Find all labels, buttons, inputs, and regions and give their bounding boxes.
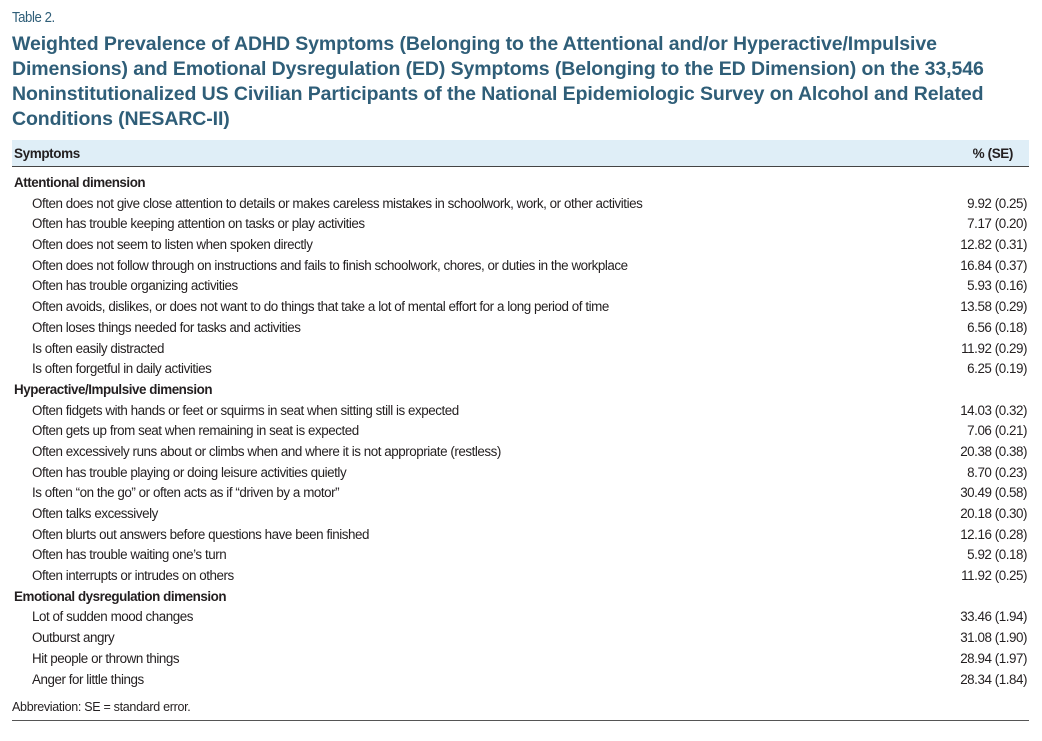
symptom-cell: Often has trouble keeping attention on tasks or play activities bbox=[32, 216, 365, 232]
section-title: Attentional dimension bbox=[14, 175, 146, 190]
symptom-cell: Lot of sudden mood changes bbox=[32, 609, 194, 625]
value-cell: 28.94 (1.97) bbox=[960, 650, 1027, 666]
table-row bbox=[12, 214, 1029, 235]
table-row bbox=[12, 566, 1029, 587]
table-title: Weighted Prevalence of ADHD Symptoms (Belonging to the Attentional and/or Hyperactive/Impulsive Dimensions) and Emotional Dysregulation (ED) Symptoms (Belonging to the ED Dimension) on the 33,546 Noninstitutionalized US Civilian Participants of the National Epidemiologic Survey on Alcohol and Related Conditions (NESARC-II) bbox=[12, 33, 984, 130]
value-cell: 7.17 (0.20) bbox=[967, 216, 1027, 232]
symptom-cell: Is often “on the go” or often acts as if “driven by a motor” bbox=[32, 485, 340, 501]
section-title: Emotional dysregulation dimension bbox=[14, 588, 227, 604]
symptom-cell: Is often easily distracted bbox=[32, 340, 164, 356]
value-cell: 28.34 (1.84) bbox=[960, 671, 1027, 687]
symptom-cell: Often gets up from seat when remaining in seat is expected bbox=[32, 423, 359, 439]
table-row bbox=[12, 504, 1029, 525]
section-header bbox=[12, 380, 1029, 401]
symptom-cell: Anger for little things bbox=[32, 671, 144, 687]
value-cell: 12.82 (0.31) bbox=[960, 237, 1027, 253]
table-row bbox=[12, 649, 1029, 670]
table-row bbox=[12, 670, 1029, 691]
value-cell: 20.38 (0.38) bbox=[960, 443, 1027, 459]
value-cell: 30.49 (0.58) bbox=[960, 485, 1027, 501]
symptom-cell: Often does not follow through on instructions and fails to finish schoolwork, chores, or duties in the workplace bbox=[32, 257, 628, 273]
table-row bbox=[12, 235, 1029, 256]
value-cell: 5.92 (0.18) bbox=[967, 547, 1027, 563]
value-cell: 13.58 (0.29) bbox=[960, 299, 1027, 315]
value-cell: 14.03 (0.32) bbox=[960, 402, 1027, 418]
table-row bbox=[12, 628, 1029, 649]
symptom-cell: Outburst angry bbox=[32, 630, 115, 646]
section-header bbox=[12, 173, 1029, 194]
symptom-cell: Often excessively runs about or climbs when and where it is not appropriate (restless) bbox=[32, 443, 501, 459]
table-row bbox=[12, 339, 1029, 360]
table-row bbox=[12, 483, 1029, 504]
table-body bbox=[12, 167, 1029, 690]
value-cell: 31.08 (1.90) bbox=[960, 630, 1027, 646]
symptom-cell: Often blurts out answers before questions have been finished bbox=[32, 526, 370, 542]
value-cell: 20.18 (0.30) bbox=[960, 506, 1027, 521]
value-cell: 9.92 (0.25) bbox=[967, 195, 1027, 211]
column-header-percent-se: % (SE) bbox=[972, 145, 1013, 161]
symptom-cell: Often talks excessively bbox=[32, 506, 158, 521]
table-row bbox=[12, 256, 1029, 277]
table-row bbox=[12, 607, 1029, 628]
symptom-cell: Often fidgets with hands or feet or squirms in seat when sitting still is expected bbox=[32, 402, 459, 418]
table-row bbox=[12, 442, 1029, 463]
column-header-symptoms: Symptoms bbox=[14, 145, 80, 161]
table-row bbox=[12, 421, 1029, 442]
table-label: Table 2. bbox=[12, 9, 55, 26]
value-cell: 5.93 (0.16) bbox=[967, 278, 1027, 294]
symptom-cell: Hit people or thrown things bbox=[32, 650, 180, 666]
value-cell: 12.16 (0.28) bbox=[960, 526, 1027, 542]
value-cell: 8.70 (0.23) bbox=[967, 464, 1027, 480]
symptom-cell: Often has trouble organizing activities bbox=[32, 278, 238, 294]
value-cell: 33.46 (1.94) bbox=[960, 609, 1027, 625]
table-row bbox=[12, 276, 1029, 297]
table-figure bbox=[12, 6, 1029, 721]
table-row bbox=[12, 545, 1029, 566]
symptom-cell: Often does not seem to listen when spoken directly bbox=[32, 237, 313, 253]
value-cell: 11.92 (0.25) bbox=[961, 568, 1027, 584]
symptom-cell: Often avoids, dislikes, or does not want to do things that take a lot of mental effort for a long period of time bbox=[32, 299, 609, 315]
section-header bbox=[12, 587, 1029, 608]
symptom-cell: Often interrupts or intrudes on others bbox=[32, 568, 234, 584]
value-cell: 7.06 (0.21) bbox=[967, 423, 1027, 439]
table-row bbox=[12, 401, 1029, 422]
table-row bbox=[12, 194, 1029, 215]
symptom-cell: Often has trouble playing or doing leisure activities quietly bbox=[32, 464, 347, 480]
table-row bbox=[12, 297, 1029, 318]
symptom-cell: Often does not give close attention to details or makes careless mistakes in schoolwork, work, or other activities bbox=[32, 195, 643, 211]
table-row bbox=[12, 525, 1029, 546]
table-row bbox=[12, 463, 1029, 484]
value-cell: 11.92 (0.29) bbox=[961, 340, 1027, 356]
section-title: Hyperactive/Impulsive dimension bbox=[14, 381, 213, 397]
value-cell: 6.25 (0.19) bbox=[967, 361, 1027, 377]
symptom-cell: Often has trouble waiting one’s turn bbox=[32, 547, 227, 563]
symptom-cell: Often loses things needed for tasks and activities bbox=[32, 319, 301, 335]
table-header bbox=[12, 140, 1029, 167]
value-cell: 16.84 (0.37) bbox=[960, 257, 1027, 273]
table-row bbox=[12, 318, 1029, 339]
symptom-cell: Is often forgetful in daily activities bbox=[32, 361, 212, 377]
value-cell: 6.56 (0.18) bbox=[967, 319, 1027, 335]
table-row bbox=[12, 359, 1029, 380]
table-footnote: Abbreviation: SE = standard error. bbox=[12, 700, 1029, 721]
